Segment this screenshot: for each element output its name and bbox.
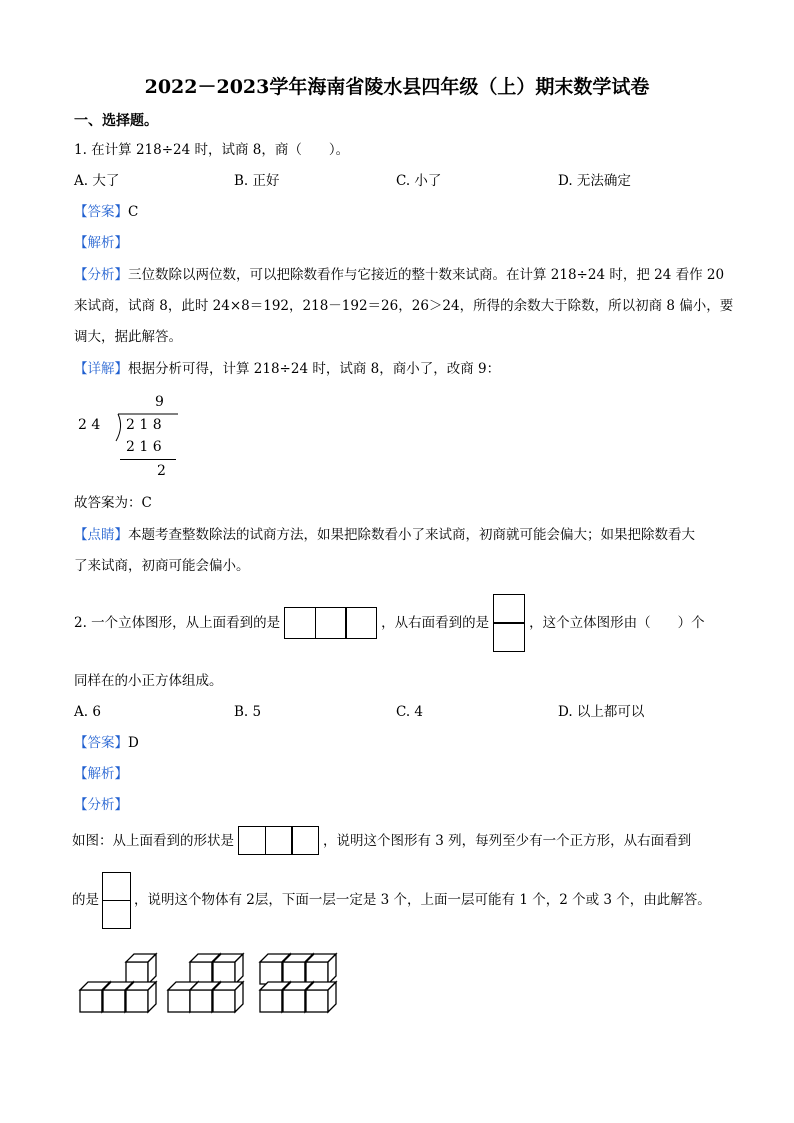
division-product: 2 1 6: [126, 439, 162, 455]
q2-stem-part-d: 同样在的小正方体组成。: [74, 673, 223, 689]
q1-dianjing-text-1: 本题考查整数除法的试商方法，如果把除数看小了来试商，初商就可能会偏大；如果把除数看大: [128, 527, 695, 543]
division-divisor: 2 4: [78, 417, 101, 433]
cube-figure-1: [80, 954, 156, 1012]
top-view-figure: [284, 607, 377, 639]
question-1-stem: 1. 在计算 218÷24 时，试商 8，商（ ）。: [74, 142, 350, 158]
q1-fenxi-text-1: 三位数除以两位数，可以把除数看作与它接近的整十数来试商。在计算 218÷24 时，把 24 看作 20: [128, 267, 725, 283]
q2-fenxi-part-d: ，说明这个物体有 2层，下面一层一定是 3 个，上面一层可能有 1 个，2 个或 3 个，由此解答。: [134, 892, 711, 909]
q1-xiangjie-line: [74, 360, 500, 378]
q1-fenxi-line-3: 调大，据此解答。: [74, 329, 182, 345]
cube-figures: [78, 952, 378, 1016]
q2-jiexi-tag: 【解析】: [74, 766, 128, 782]
top-view-figure-2: [238, 826, 319, 855]
q2-answer: D: [128, 735, 139, 751]
right-view-figure-2: [102, 872, 131, 929]
q2-fenxi-tag: 【分析】: [74, 797, 128, 813]
page-title: 2022－2023学年海南省陵水县四年级（上）期末数学试卷: [144, 76, 650, 98]
q1-xiangjie-tag: 【详解】: [74, 361, 128, 377]
q2-stem-part-b: ，从右面看到的是: [381, 615, 490, 631]
q1-fenxi-tag: 【分析】: [74, 267, 128, 283]
q2-fenxi-line-2: [72, 872, 711, 929]
q2-option-d: D. 以上都可以: [558, 704, 645, 720]
q1-option-a: A. 大了: [74, 173, 120, 189]
q1-fenxi-line-1: [74, 266, 724, 284]
right-view-figure: [493, 594, 525, 653]
q2-option-b: B. 5: [234, 704, 262, 720]
q1-jiexi-tag: 【解析】: [74, 235, 128, 251]
q2-stem-part-a: 2. 一个立体图形，从上面看到的是: [74, 615, 281, 631]
q1-dianjing-line-1: [74, 526, 695, 544]
q2-fenxi-part-b: ，说明这个图形有 3 列，每列至少有一个正方形，从右面看到: [323, 832, 692, 849]
cube-figure-2: [168, 954, 243, 1012]
q1-dianjing-tag: 【点睛】: [74, 527, 128, 543]
q2-option-a: A. 6: [74, 704, 101, 720]
q2-option-c: C. 4: [396, 704, 424, 720]
q2-stem-part-c: ，这个立体图形由（ ）个: [529, 615, 705, 631]
q2-fenxi-part-c: 的是: [72, 892, 99, 909]
q1-dianjing-line-2: 了来试商，初商可能会偏小。: [74, 558, 250, 574]
q2-fenxi-line-1: [72, 826, 691, 855]
q1-option-b: B. 正好: [234, 173, 280, 189]
q1-answer-line: [74, 203, 138, 221]
q1-fenxi-line-2: 来试商，试商 8，此时 24×8＝192，218－192＝26，26＞24，所得的余数大于除数，所以初商 8 偏小，要: [74, 298, 734, 314]
q2-fenxi-part-a: 如图：从上面看到的形状是: [72, 832, 234, 849]
q1-option-c: C. 小了: [396, 173, 442, 189]
q1-answer: C: [128, 204, 139, 220]
cube-figure-3: [260, 954, 336, 1012]
division-rule: [120, 459, 176, 460]
section-heading: 一、选择题。: [74, 113, 158, 129]
q2-answer-line: [74, 734, 139, 752]
q1-conclusion: 故答案为：C: [74, 495, 152, 511]
division-remainder: 2: [157, 463, 166, 479]
division-dividend: 2 1 8: [126, 417, 162, 433]
q1-answer-tag: 【答案】: [74, 204, 128, 220]
q1-option-d: D. 无法确定: [558, 173, 631, 189]
q1-xiangjie-text: 根据分析可得，计算 218÷24 时，试商 8，商小了，改商 9：: [128, 361, 501, 377]
division-quotient: 9: [155, 394, 164, 410]
q2-answer-tag: 【答案】: [74, 735, 128, 751]
question-2-stem: [74, 593, 705, 653]
